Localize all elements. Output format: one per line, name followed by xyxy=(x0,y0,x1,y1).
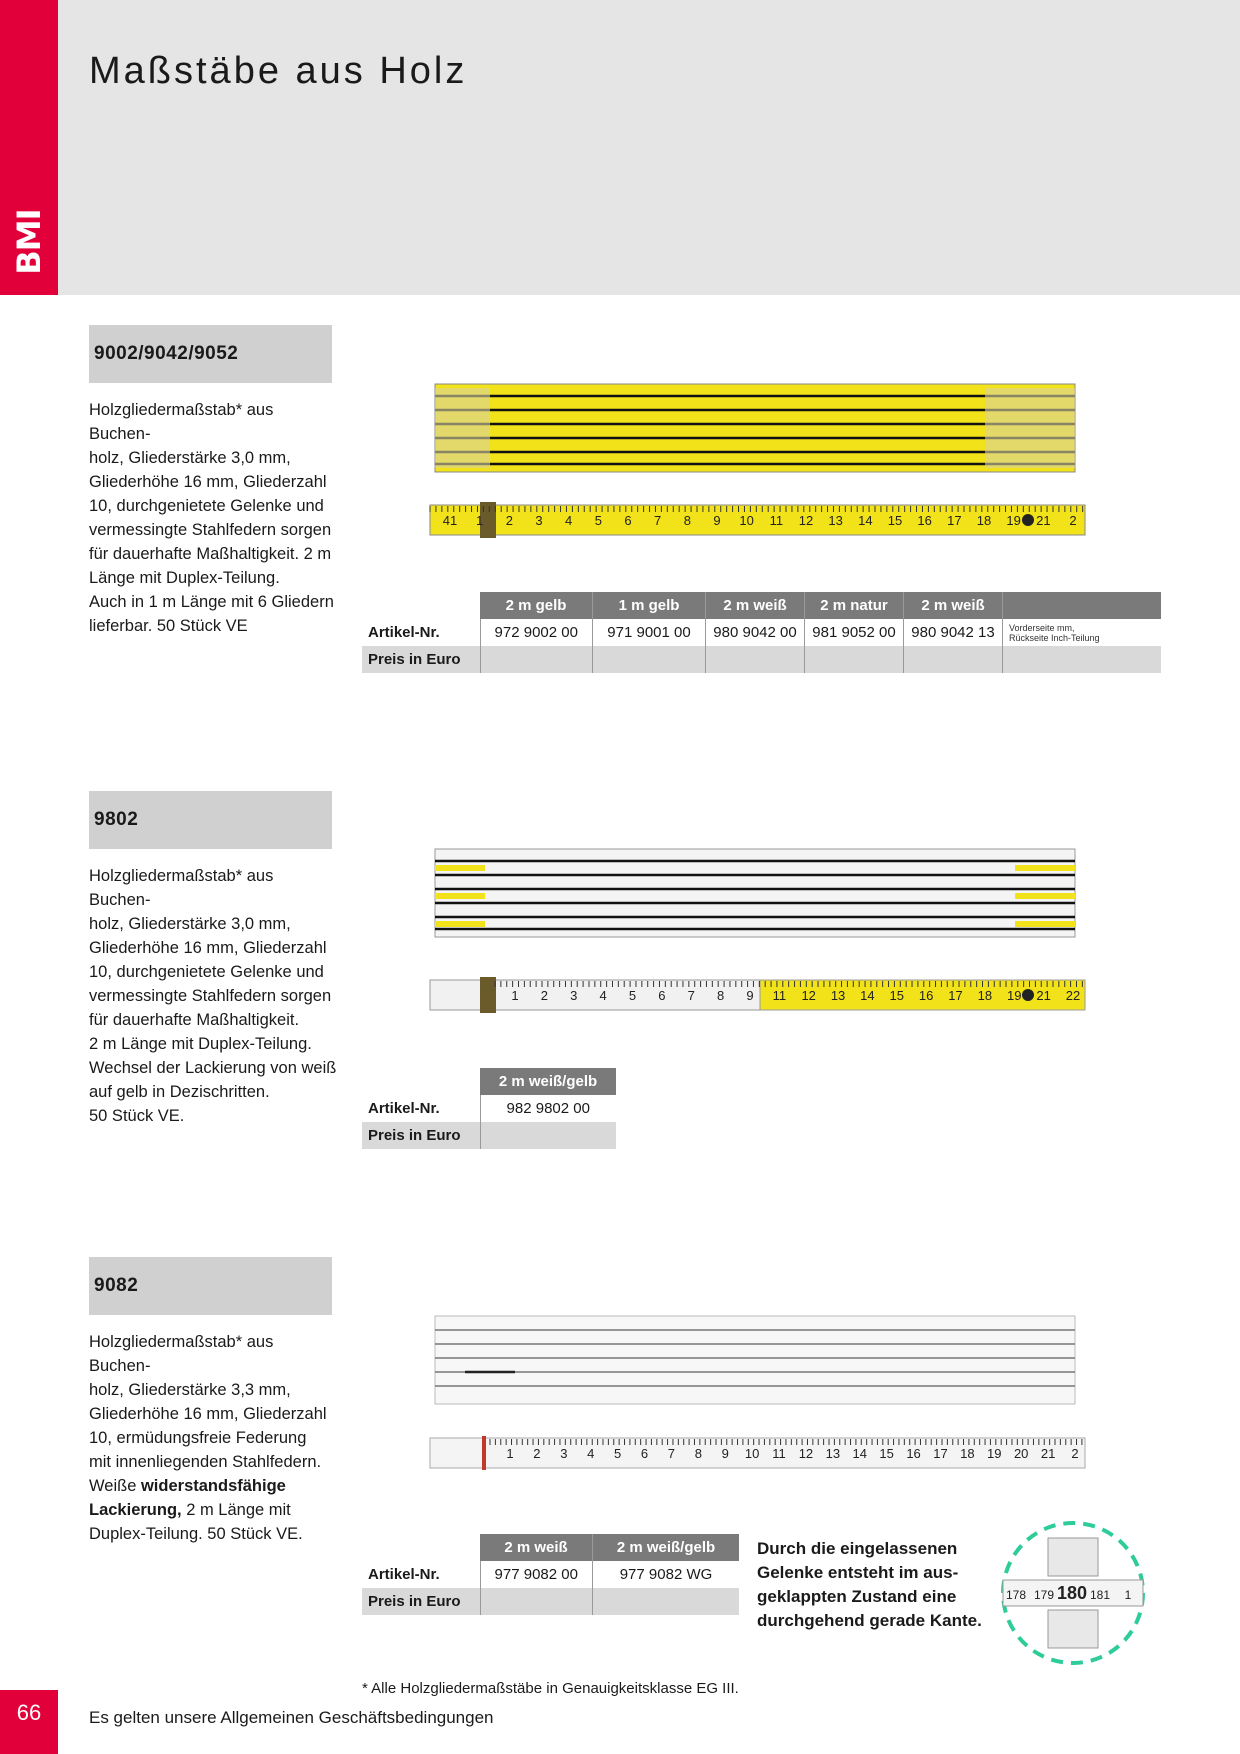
brand-logo: BMI xyxy=(10,209,48,275)
price-cell xyxy=(480,1588,593,1615)
section-label-9002 xyxy=(89,325,332,383)
page-title: Maßstäbe aus Holz xyxy=(89,50,468,92)
folded-ruler-stack xyxy=(435,1316,1075,1404)
article-number: 980 9042 13 xyxy=(904,619,1003,646)
article-number: 982 9802 00 xyxy=(480,1095,616,1122)
ruler-number: 18 xyxy=(960,1446,975,1461)
ruler-number: 10 xyxy=(744,1446,760,1461)
row-label-price: Preis in Euro xyxy=(362,1122,480,1149)
column-header: 2 m weiß/gelb xyxy=(480,1068,616,1095)
column-header: 2 m weiß/gelb xyxy=(593,1534,740,1561)
folded-ruler-stack xyxy=(435,849,1075,937)
header-band xyxy=(0,0,1240,295)
callout-line: Gelenke entsteht im aus- xyxy=(757,1563,959,1582)
ruler-number: 15 xyxy=(887,513,903,528)
description-bold: widerstandsfähige xyxy=(140,1477,286,1495)
product-description-9082 xyxy=(89,1330,339,1546)
table-corner xyxy=(362,592,480,619)
folding-ruler-image-white xyxy=(425,1312,1095,1492)
column-header: 2 m natur xyxy=(805,592,904,619)
section-label-9802 xyxy=(89,791,332,849)
ruler-number: 3 xyxy=(560,1446,568,1461)
note-line: Rückseite Inch-Teilung xyxy=(1009,632,1100,643)
ruler-number: 2 xyxy=(1071,1446,1079,1461)
detail-ruler-number: 181 xyxy=(1089,1588,1111,1602)
ruler-number: 4 xyxy=(599,988,607,1003)
description-bold: Lackierung, xyxy=(89,1501,182,1519)
product-description-9002 xyxy=(89,398,339,638)
ruler-number: 18 xyxy=(976,513,992,528)
row-label-price: Preis in Euro xyxy=(362,646,480,673)
ruler-number: 18 xyxy=(977,988,993,1003)
description-line: vermessingte Stahlfedern sorgen xyxy=(89,987,332,1005)
hinge-detail-image xyxy=(998,1518,1148,1668)
price-cell xyxy=(1003,646,1162,673)
column-header-empty xyxy=(1003,592,1162,619)
description-line: vermessingte Stahlfedern sorgen xyxy=(89,521,332,539)
ruler-number: 13 xyxy=(830,988,846,1003)
article-number: 977 9082 WG xyxy=(593,1561,740,1588)
ruler-number: 15 xyxy=(879,1446,894,1461)
ruler-number: 16 xyxy=(918,988,934,1003)
product-code: 9082 xyxy=(94,1275,139,1296)
price-cell xyxy=(480,646,593,673)
unfolded-ruler-segment xyxy=(430,1436,1085,1470)
folding-ruler-image-white-yellow xyxy=(425,845,1095,1025)
ruler-number: 19 xyxy=(987,1446,1002,1461)
description-line: 10, ermüdungsfreie Federung xyxy=(89,1429,307,1447)
ruler-number: 21 xyxy=(1036,513,1051,528)
ruler-number: 21 xyxy=(1040,1446,1056,1461)
ruler-number: 14 xyxy=(860,988,875,1003)
ruler-number: 19 xyxy=(1006,513,1021,528)
article-number: 980 9042 00 xyxy=(706,619,805,646)
ruler-number: 15 xyxy=(889,988,905,1003)
ruler-number: 17 xyxy=(933,1446,948,1461)
description-line: holz, Gliederstärke 3,0 mm, xyxy=(89,449,291,467)
ruler-number: 16 xyxy=(906,1446,921,1461)
page-number: 66 xyxy=(16,1700,42,1725)
spec-table-9002 xyxy=(362,592,1161,673)
ruler-number: 2 xyxy=(1069,513,1077,528)
article-number: 972 9002 00 xyxy=(480,619,593,646)
ruler-number: 41 xyxy=(442,513,458,528)
product-code: 9802 xyxy=(94,809,139,830)
callout-line: durchgehend gerade Kante. xyxy=(757,1611,982,1630)
ruler-number: 5 xyxy=(594,513,602,528)
ruler-number: 17 xyxy=(948,988,963,1003)
note-line: Vorderseite mm, xyxy=(1009,622,1075,633)
description-line: Duplex-Teilung. 50 Stück VE. xyxy=(89,1525,303,1543)
ruler-number: 1 xyxy=(476,513,484,528)
ruler-number: 9 xyxy=(746,988,754,1003)
detail-ruler-number: 178 xyxy=(1005,1588,1027,1602)
price-cell xyxy=(480,1122,616,1149)
ruler-number: 4 xyxy=(587,1446,595,1461)
description-line: für dauerhafte Maßhaltigkeit. 2 m xyxy=(89,545,332,563)
table-corner xyxy=(362,1534,480,1561)
section-label-9082 xyxy=(89,1257,332,1315)
ruler-number: 21 xyxy=(1036,988,1051,1003)
ruler-number: 6 xyxy=(624,513,632,528)
description-line: Gliederhöhe 16 mm, Gliederzahl xyxy=(89,1405,327,1423)
description-line: 2 m Länge mit Duplex-Teilung. xyxy=(89,1035,312,1053)
ruler-number: 2 xyxy=(505,513,513,528)
ruler-number: 17 xyxy=(947,513,962,528)
footer-terms: Es gelten unsere Allgemeinen Geschäftsbedingungen xyxy=(89,1708,494,1727)
ruler-number: 7 xyxy=(687,988,695,1003)
ruler-number: 3 xyxy=(535,513,543,528)
description-line xyxy=(89,1474,339,1498)
description-line: holz, Gliederstärke 3,3 mm, xyxy=(89,1381,291,1399)
table-corner xyxy=(362,1068,480,1095)
column-header: 2 m gelb xyxy=(480,592,593,619)
ruler-number: 22 xyxy=(1065,988,1081,1003)
footnote: * Alle Holzgliedermaßstäbe in Genauigkeitsklasse EG III. xyxy=(362,1680,739,1697)
description-line: Gliederhöhe 16 mm, Gliederzahl xyxy=(89,473,327,491)
description-line: 10, durchgenietete Gelenke und xyxy=(89,963,324,981)
folding-ruler-image-yellow xyxy=(425,380,1095,560)
ruler-number: 10 xyxy=(739,513,754,528)
price-cell xyxy=(706,646,805,673)
detail-ruler-number: 179 xyxy=(1033,1588,1055,1602)
ruler-number: 11 xyxy=(772,1446,786,1461)
description-line: mit innenliegenden Stahlfedern. xyxy=(89,1453,322,1471)
callout-line: geklappten Zustand eine xyxy=(757,1587,957,1606)
description-line: 10, durchgenietete Gelenke und xyxy=(89,497,324,515)
description-line: Holzgliedermaßstab* aus Buchen- xyxy=(89,867,274,909)
ruler-number: 8 xyxy=(694,1446,702,1461)
ruler-number: 7 xyxy=(667,1446,676,1461)
description-line: holz, Gliederstärke 3,0 mm, xyxy=(89,915,291,933)
spec-table-9802 xyxy=(362,1068,616,1149)
detail-ruler-number: 180 xyxy=(1056,1583,1088,1603)
ruler-number: 3 xyxy=(570,988,578,1003)
price-cell xyxy=(593,646,706,673)
folded-ruler-stack xyxy=(435,384,1075,472)
description-line: 50 Stück VE. xyxy=(89,1107,185,1125)
price-cell xyxy=(904,646,1003,673)
ruler-number: 12 xyxy=(801,988,816,1003)
column-header: 2 m weiß xyxy=(706,592,805,619)
description-text: 2 m Länge mit xyxy=(181,1501,291,1519)
ruler-number: 11 xyxy=(772,988,787,1003)
price-cell xyxy=(805,646,904,673)
ruler-number: 13 xyxy=(828,513,843,528)
description-line: Auch in 1 m Länge mit 6 Gliedern xyxy=(89,593,334,611)
ruler-number: 5 xyxy=(628,988,637,1003)
callout-line: Durch die eingelassenen xyxy=(757,1539,958,1558)
ruler-number: 20 xyxy=(1013,1446,1029,1461)
unfolded-ruler-segment xyxy=(430,977,1085,1013)
description-line xyxy=(89,1498,339,1522)
column-header: 1 m gelb xyxy=(593,592,706,619)
unfolded-ruler-segment xyxy=(430,502,1085,538)
ruler-number: 1 xyxy=(506,1446,514,1461)
ruler-number: 13 xyxy=(825,1446,841,1461)
description-line: Holzgliedermaßstab* aus Buchen- xyxy=(89,401,274,443)
ruler-number: 7 xyxy=(654,513,662,528)
description-line: Gliederhöhe 16 mm, Gliederzahl xyxy=(89,939,327,957)
ruler-number: 2 xyxy=(540,988,548,1003)
ruler-number: 2 xyxy=(533,1446,541,1461)
column-header: 2 m weiß xyxy=(904,592,1003,619)
description-line: lieferbar. 50 Stück VE xyxy=(89,617,248,635)
ruler-number: 9 xyxy=(713,513,721,528)
article-number: 977 9082 00 xyxy=(480,1561,593,1588)
row-label-article: Artikel-Nr. xyxy=(362,1561,480,1588)
product-code: 9002/9042/9052 xyxy=(94,343,239,364)
description-line: für dauerhafte Maßhaltigkeit. xyxy=(89,1011,300,1029)
ruler-number: 9 xyxy=(721,1446,729,1461)
ruler-number: 14 xyxy=(858,513,873,528)
ruler-number: 12 xyxy=(798,513,814,528)
article-note xyxy=(1003,619,1162,646)
price-cell xyxy=(593,1588,740,1615)
article-number: 971 9001 00 xyxy=(593,619,706,646)
ruler-number: 11 xyxy=(769,513,784,528)
description-line: Länge mit Duplex-Teilung. xyxy=(89,569,280,587)
description-line: Holzgliedermaßstab* aus Buchen- xyxy=(89,1333,274,1375)
ruler-number: 19 xyxy=(1007,988,1022,1003)
ruler-number: 16 xyxy=(917,513,932,528)
ruler-number: 8 xyxy=(683,513,691,528)
row-label-article: Artikel-Nr. xyxy=(362,619,480,646)
ruler-number: 8 xyxy=(716,988,725,1003)
article-number: 981 9052 00 xyxy=(805,619,904,646)
ruler-number: 14 xyxy=(852,1446,867,1461)
column-header: 2 m weiß xyxy=(480,1534,593,1561)
ruler-number: 5 xyxy=(614,1446,622,1461)
ruler-number: 6 xyxy=(658,988,666,1003)
detail-ruler-number: 1 xyxy=(1124,1588,1132,1602)
ruler-number: 4 xyxy=(565,513,573,528)
ruler-number: 1 xyxy=(511,988,519,1003)
description-text: Weiße xyxy=(89,1477,141,1495)
description-line: auf gelb in Dezischritten. xyxy=(89,1083,270,1101)
feature-callout xyxy=(757,1537,987,1633)
ruler-number: 12 xyxy=(798,1446,814,1461)
row-label-article: Artikel-Nr. xyxy=(362,1095,480,1122)
ruler-number: 6 xyxy=(640,1446,649,1461)
row-label-price: Preis in Euro xyxy=(362,1588,480,1615)
product-description-9802 xyxy=(89,864,339,1128)
spec-table-9082 xyxy=(362,1534,739,1615)
description-line: Wechsel der Lackierung von weiß xyxy=(89,1059,337,1077)
